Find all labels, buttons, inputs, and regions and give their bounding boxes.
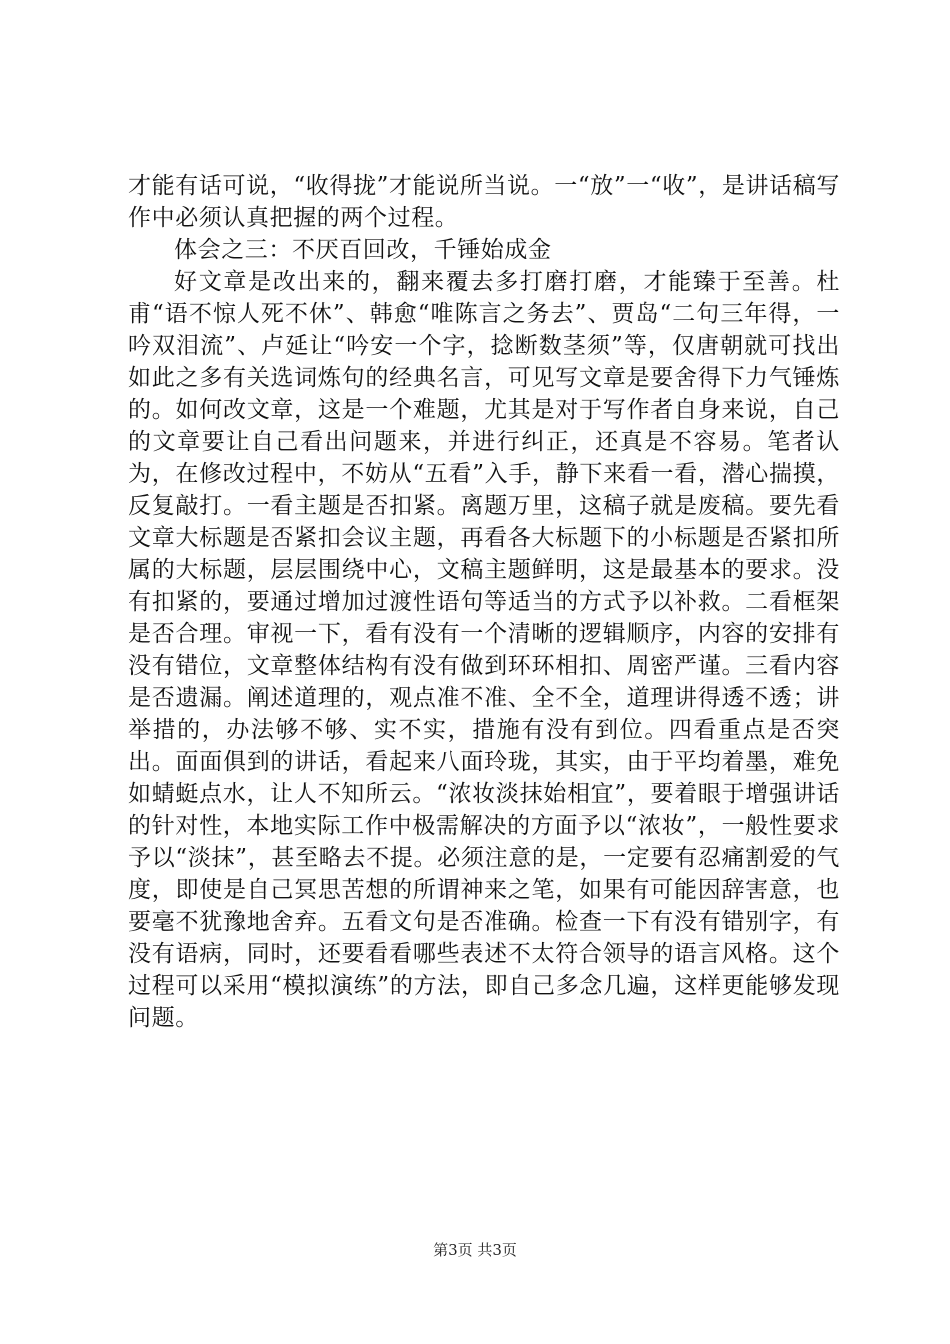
page-number-footer: 第3页 共3页 [433,1241,517,1259]
document-body [128,170,840,1034]
paragraph-continuation: 才能有话可说，“收得拢”才能说所当说。一“放”一“收”，是讲话稿写作中必须认真把握的两个过程。 [128,173,840,231]
paragraph-body: 好文章是改出来的，翻来覆去多打磨打磨，才能臻于至善。杜甫“语不惊人死不休”、韩愈“唯陈言之务去”、贾岛“二句三年得，一吟双泪流”、卢延让“吟安一个字，捻断数茎须”等，仅唐朝就可找出如此之多有关选词炼句的经典名言，可见写文章是要舍得下力气锤炼的。如何改文章，这是一个难题，尤其是对于写作者自身来说，自己的文章要让自己看出问题来，并进行纠正，还真是不容易。笔者认为，在修改过程中，不妨从“五看”入手，静下来看一看，潜心揣摸，反复敲打。一看主题是否扣紧。离题万里，这稿子就是废稿。要先看文章大标题是否紧扣会议主题，再看各大标题下的小标题是否紧扣所属的大标题，层层围绕中心，文稿主题鲜明，这是最基本的要求。没有扣紧的，要通过增加过渡性语句等适当的方式予以补救。二看框架是否合理。审视一下，看有没有一个清晰的逻辑顺序，内容的安排有没有错位，文章整体结构有没有做到环环相扣、周密严谨。三看内容是否遗漏。阐述道理的，观点准不准、全不全，道理讲得透不透；讲举措的，办法够不够、实不实，措施有没有到位。四看重点是否突出。面面俱到的讲话，看起来八面玲珑，其实，由于平均着墨，难免如蜻蜓点水，让人不知所云。“浓妆淡抹始相宜”，要着眼于增强讲话的针对性，本地实际工作中极需解决的方面予以“浓妆”，一般性要求予以“淡抹”，甚至略去不提。必须注意的是，一定要有忍痛割爱的气度，即使是自己冥思苦想的所谓神来之笔，如果有可能因辞害意，也要毫不犹豫地舍弃。五看文句是否准确。检查一下有没有错别字，有没有语病，同时，还要看看哪些表述不太符合领导的语言风格。这个过程可以采用“模拟演练”的方法，即自己多念几遍，这样更能够发现问题。 [128,269,840,1031]
section-heading: 体会之三：不厌百回改，千锤始成金 [174,237,552,263]
